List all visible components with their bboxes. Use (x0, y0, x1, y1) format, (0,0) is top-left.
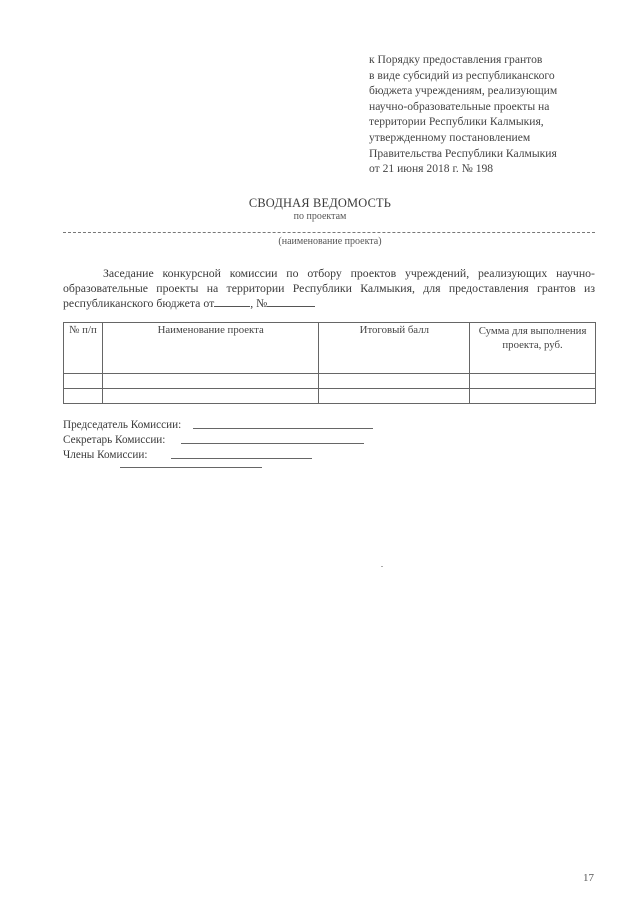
document-title: СВОДНАЯ ВЕДОМОСТЬ (248, 196, 392, 210)
table-header-row (64, 323, 596, 374)
appendix-line: утвержденному постановлением (369, 130, 531, 144)
number-sign: № (256, 296, 268, 310)
comma: , (250, 296, 254, 310)
project-name-caption: (наименование проекта) (278, 236, 382, 247)
appendix-line: в виде субсидий из республиканского (369, 68, 555, 82)
project-name-field-line (63, 232, 595, 233)
table-cell (470, 374, 596, 389)
projects-table (63, 322, 596, 404)
table-cell (64, 389, 103, 404)
scan-speck (381, 566, 383, 567)
number-blank-line (267, 296, 315, 307)
secretary-signature (63, 433, 181, 448)
chairman-label: Председатель Комиссии: (63, 419, 182, 431)
appendix-reference (369, 52, 619, 177)
appendix-line: бюджета учреждениям, реализующим (369, 84, 558, 98)
header-number: № п/п (64, 323, 103, 374)
appendix-line: территории Республики Калмыкия, (369, 115, 544, 129)
table-cell (64, 374, 103, 389)
header-project-name: Наименование проекта (102, 323, 319, 374)
chairman-signature-line (193, 428, 373, 429)
members-label: Члены Комиссии: (63, 449, 148, 461)
table-cell (102, 374, 319, 389)
meeting-paragraph-text: Заседание конкурсной комиссии по отбору проектов учреждений, реализующих научно-образовательные проекты на территории Республики Калмыкия, для предоставления грантов из республиканского бюджета от (63, 266, 595, 310)
appendix-line: от 21 июня 2018 г. № 198 (369, 162, 494, 176)
signature-block (63, 418, 181, 463)
table-cell (319, 374, 470, 389)
table-row (64, 374, 596, 389)
date-blank-line (214, 296, 250, 307)
appendix-line: к Порядку предоставления грантов (369, 53, 543, 66)
members-signature (63, 448, 181, 463)
secretary-label: Секретарь Комиссии: (63, 434, 166, 446)
header-total-score: Итоговый балл (319, 323, 470, 374)
members-signature-line (171, 458, 312, 459)
meeting-paragraph (63, 266, 595, 311)
appendix-line: Правительства Республики Калмыкия (369, 146, 557, 160)
table-row (64, 389, 596, 404)
chairman-signature (63, 418, 181, 433)
header-amount: Сумма для выполнения проекта, руб. (470, 323, 596, 374)
table-cell (102, 389, 319, 404)
member-signature-line (120, 467, 262, 468)
appendix-line: научно-образовательные проекты на (369, 99, 550, 113)
table-cell (470, 389, 596, 404)
table-cell (319, 389, 470, 404)
secretary-signature-line (181, 443, 364, 444)
document-subtitle: по проектам (293, 211, 347, 222)
page-number: 17 (583, 872, 594, 884)
